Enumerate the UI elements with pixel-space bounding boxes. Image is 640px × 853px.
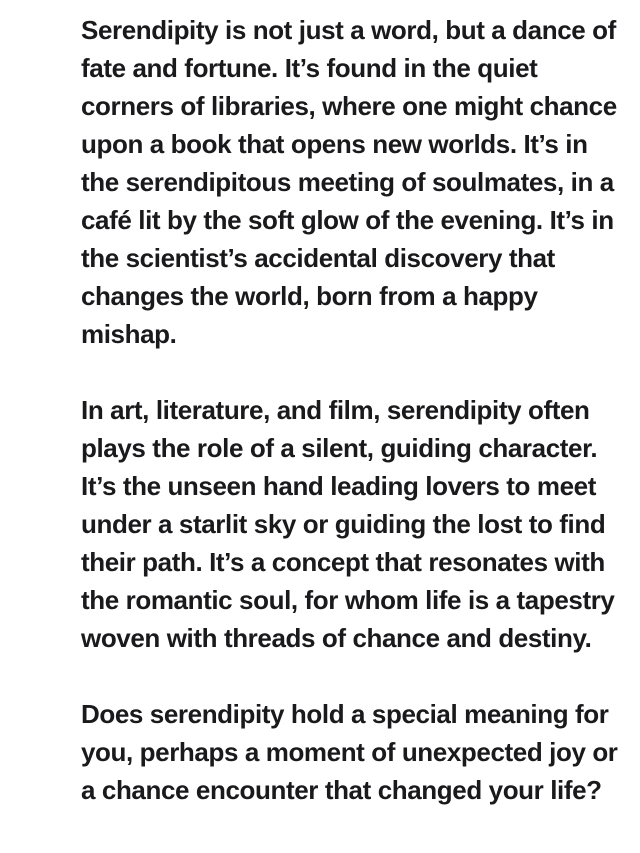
text-line: It’s the unseen hand leading lovers to meet (81, 471, 596, 501)
text-line: Serendipity is not just a word, but a dance of (81, 15, 616, 45)
text-line: corners of libraries, where one might chance (81, 91, 617, 121)
paragraph-serendipity-intro (81, 11, 630, 353)
text-line: Does serendipity hold a special meaning for (81, 699, 609, 729)
text-line: their path. It’s a concept that resonates with (81, 547, 605, 577)
text-line: woven with threads of chance and destiny. (81, 623, 592, 653)
text-line: mishap. (81, 319, 177, 349)
text-line: fate and fortune. It’s found in the quiet (81, 53, 538, 83)
text-line: changes the world, born from a happy (81, 281, 538, 311)
text-line: the scientist’s accidental discovery that (81, 243, 555, 273)
text-line: plays the role of a silent, guiding character. (81, 433, 598, 463)
text-line: café lit by the soft glow of the evening. It’s in (81, 205, 614, 235)
paragraph-closing-question (81, 695, 630, 809)
text-line: In art, literature, and film, serendipity often (81, 395, 590, 425)
text-line: upon a book that opens new worlds. It’s in (81, 129, 588, 159)
text-line: you, perhaps a moment of unexpected joy or (81, 737, 618, 767)
text-line: the romantic soul, for whom life is a tapestry (81, 585, 615, 615)
text-line: the serendipitous meeting of soulmates, in a (81, 167, 614, 197)
paragraph-art-literature (81, 391, 630, 657)
text-line: under a starlit sky or guiding the lost to find (81, 509, 606, 539)
text-line: a chance encounter that changed your life? (81, 775, 602, 805)
